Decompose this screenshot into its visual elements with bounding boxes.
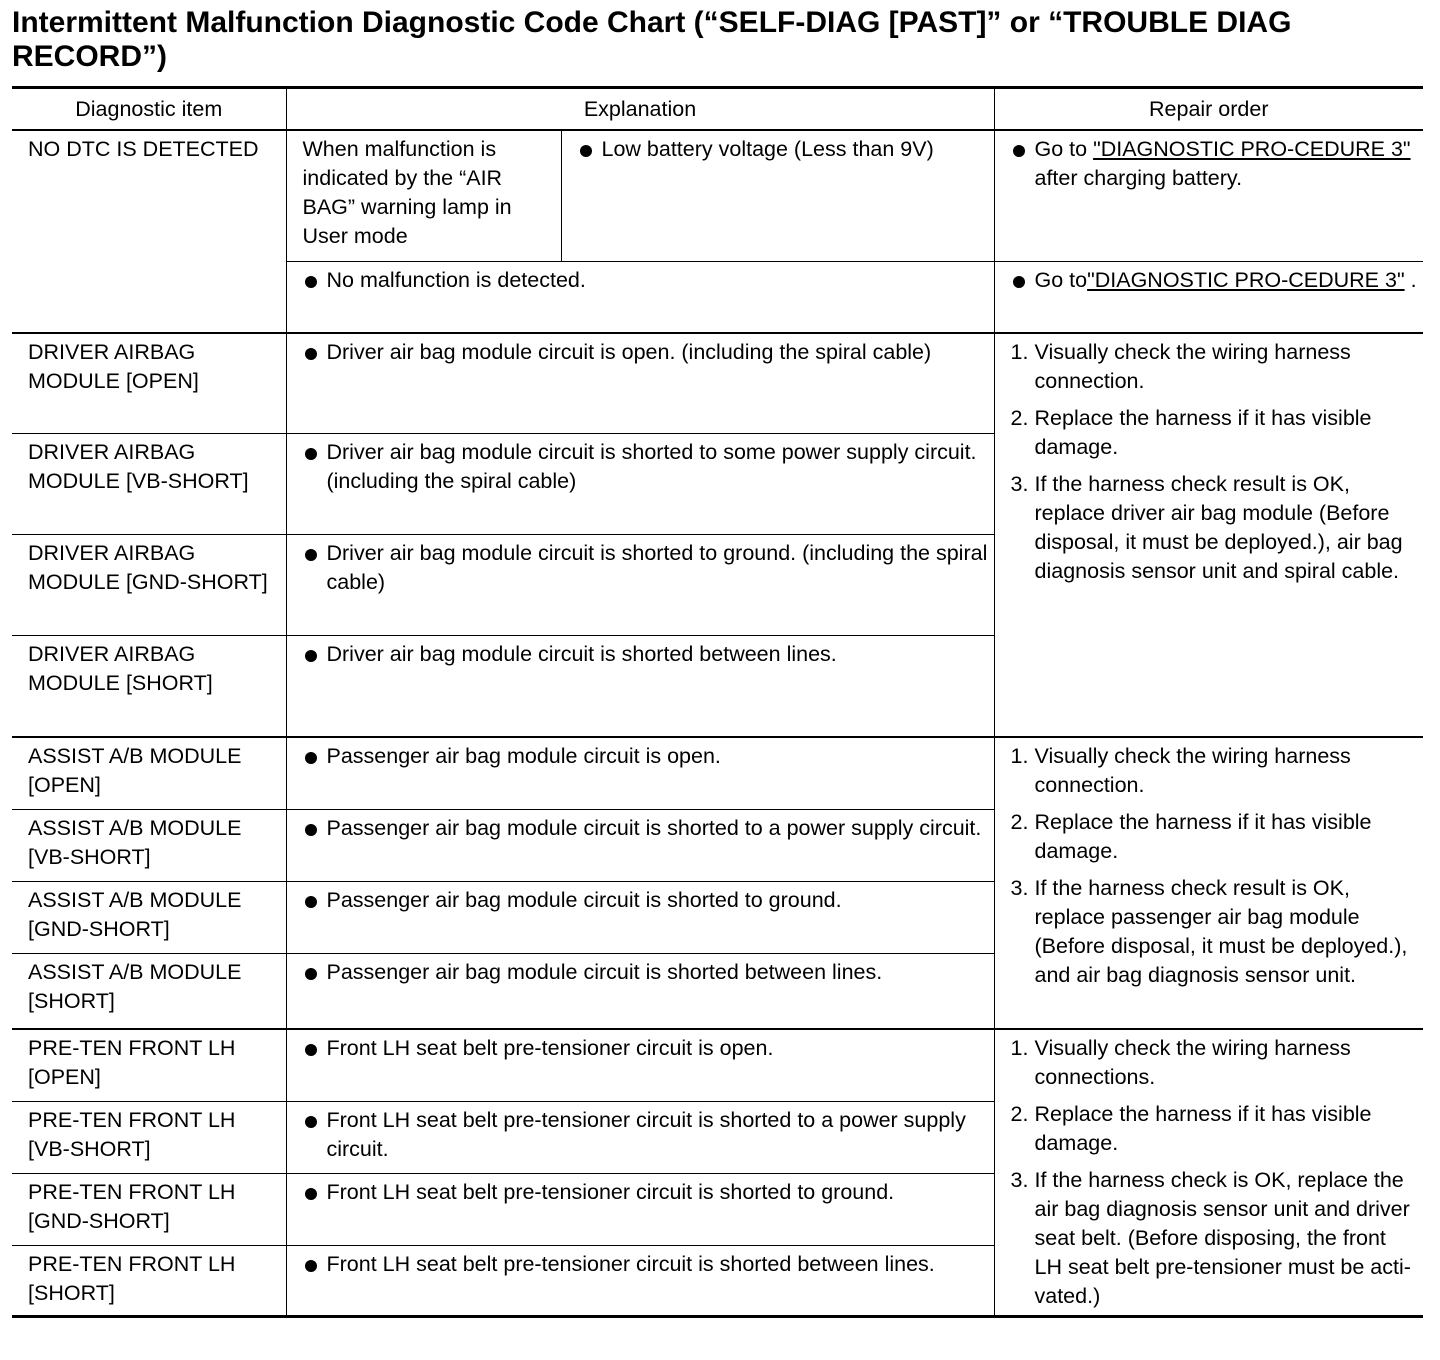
explanation-cell <box>286 953 994 1029</box>
explanation-cell <box>286 433 994 534</box>
bullet-item: Front LH seat belt pre-tensioner circuit is shorted to ground. <box>303 1178 988 1207</box>
explanation-cell <box>286 737 994 809</box>
bullet-item: Driver air bag module circuit is shorted to ground. (including the spiral cable) <box>303 539 988 597</box>
repair-step <box>1011 338 1418 396</box>
item-cell: DRIVER AIRBAG MODULE [GND-SHORT] <box>12 534 286 635</box>
repair-cell <box>994 1029 1423 1317</box>
repair-cell <box>994 130 1423 261</box>
bullet-item: Passenger air bag module circuit is shorted to ground. <box>303 886 988 915</box>
step-text: Replace the harness if it has visible damage. <box>1034 406 1372 459</box>
bullet-item: Passenger air bag module circuit is open. <box>303 742 988 771</box>
step-text: Visually check the wiring harness connections. <box>1034 1036 1351 1089</box>
header-diagnostic-item: Diagnostic item <box>12 88 286 131</box>
bullet-item: Passenger air bag module circuit is shorted to a power supply circuit. <box>303 814 988 843</box>
table-row <box>12 1029 1423 1101</box>
repair-step <box>1011 404 1418 462</box>
step-text: If the harness check result is OK, replace driver air bag module (Before disposal, it must be deployed.), air bag diagnosis sensor unit and spiral cable. <box>1034 472 1403 583</box>
table-row <box>12 333 1423 433</box>
bullet-item: Passenger air bag module circuit is shorted between lines. <box>303 958 988 987</box>
table-row <box>12 130 1423 261</box>
step-number: 3. <box>1010 876 1029 900</box>
step-number: 1. <box>1010 744 1029 768</box>
bullet-item <box>1011 266 1418 295</box>
step-text: Replace the harness if it has visible damage. <box>1034 810 1372 863</box>
bullet-item: Low battery voltage (Less than 9V) <box>578 135 988 164</box>
repair-step <box>1011 1034 1418 1092</box>
repair-text: after charging battery. <box>1034 166 1243 190</box>
repair-steps <box>1011 1034 1418 1311</box>
repair-step <box>1011 1166 1418 1311</box>
explanation-cell <box>286 261 994 333</box>
repair-cell <box>994 261 1423 333</box>
repair-text: . <box>1404 267 1417 292</box>
item-cell: DRIVER AIRBAG MODULE [SHORT] <box>12 635 286 737</box>
explanation-cell <box>561 130 994 261</box>
page-title: Intermittent Malfunction Diagnostic Code Chart (“SELF-DIAG [PAST]” or “TROUBLE DIAG RECORD”) <box>12 6 1292 73</box>
bullet-item: Front LH seat belt pre-tensioner circuit is open. <box>303 1034 988 1063</box>
item-cell: PRE-TEN FRONT LH [SHORT] <box>12 1245 286 1317</box>
bullet-item <box>1011 135 1418 193</box>
step-text: Visually check the wiring harness connection. <box>1034 340 1351 393</box>
repair-step <box>1011 470 1418 586</box>
step-text: If the harness check result is OK, replace passenger air bag module (Before disposal, it must be deployed.), and air bag diagnosis sensor unit. <box>1034 876 1408 987</box>
repair-cell <box>994 737 1423 1029</box>
step-text: If the harness check is OK, replace the air bag diagnosis sensor unit and driver seat belt. (Before disposing, the front LH seat belt pre-tensioner must be acti-vated.) <box>1034 1168 1411 1308</box>
explanation-cell <box>286 333 994 433</box>
item-cell: ASSIST A/B MODULE [SHORT] <box>12 953 286 1029</box>
repair-step <box>1011 874 1418 990</box>
item-cell: ASSIST A/B MODULE [OPEN] <box>12 737 286 809</box>
explanation-cell <box>286 1245 994 1317</box>
item-cell: ASSIST A/B MODULE [VB-SHORT] <box>12 809 286 881</box>
explanation-cell <box>286 534 994 635</box>
bullet-item: No malfunction is detected. <box>303 266 988 295</box>
step-number: 3. <box>1010 472 1029 496</box>
item-cell: DRIVER AIRBAG MODULE [OPEN] <box>12 333 286 433</box>
step-number: 2. <box>1010 1102 1029 1126</box>
repair-step <box>1011 1100 1418 1158</box>
explanation-cell <box>286 635 994 737</box>
step-number: 3. <box>1010 1168 1029 1192</box>
repair-steps <box>1011 338 1418 586</box>
repair-step <box>1011 808 1418 866</box>
bullet-item: Front LH seat belt pre-tensioner circuit is shorted between lines. <box>303 1250 988 1279</box>
header-repair-order: Repair order <box>994 88 1423 131</box>
repair-cell <box>994 333 1423 737</box>
procedure-3-link[interactable]: "DIAGNOSTIC PRO-CEDURE 3" <box>1093 137 1411 161</box>
item-cell: PRE-TEN FRONT LH [GND-SHORT] <box>12 1173 286 1245</box>
repair-text: Go to <box>1034 267 1088 292</box>
bullet-item: Driver air bag module circuit is open. (including the spiral cable) <box>303 338 988 367</box>
condition-cell: When malfunction is indicated by the “AIR BAG” warning lamp in User mode <box>286 130 561 261</box>
diagnostic-code-chart <box>12 86 1423 1318</box>
bullet-item: Driver air bag module circuit is shorted to some power supply circuit. (including the spiral cable) <box>303 438 988 496</box>
repair-text: Go to <box>1034 137 1094 161</box>
explanation-cell <box>286 1173 994 1245</box>
explanation-cell <box>286 1101 994 1173</box>
item-cell: DRIVER AIRBAG MODULE [VB-SHORT] <box>12 433 286 534</box>
repair-step <box>1011 742 1418 800</box>
step-text: Replace the harness if it has visible damage. <box>1034 1102 1372 1155</box>
repair-steps <box>1011 742 1418 990</box>
header-row <box>12 88 1423 131</box>
explanation-cell <box>286 881 994 953</box>
header-explanation: Explanation <box>286 88 994 131</box>
step-number: 2. <box>1010 406 1029 430</box>
step-number: 2. <box>1010 810 1029 834</box>
item-cell: PRE-TEN FRONT LH [VB-SHORT] <box>12 1101 286 1173</box>
item-cell: ASSIST A/B MODULE [GND-SHORT] <box>12 881 286 953</box>
procedure-3-link[interactable]: "DIAGNOSTIC PRO-CEDURE 3" <box>1087 267 1405 292</box>
item-cell: NO DTC IS DETECTED <box>12 130 286 333</box>
step-number: 1. <box>1010 1036 1029 1060</box>
step-number: 1. <box>1010 340 1029 364</box>
bullet-item: Front LH seat belt pre-tensioner circuit is shorted to a power supply circuit. <box>303 1106 988 1164</box>
explanation-cell <box>286 809 994 881</box>
explanation-cell <box>286 1029 994 1101</box>
step-text: Visually check the wiring harness connection. <box>1034 744 1351 797</box>
table-row <box>12 737 1423 809</box>
item-cell: PRE-TEN FRONT LH [OPEN] <box>12 1029 286 1101</box>
bullet-item: Driver air bag module circuit is shorted between lines. <box>303 640 988 669</box>
